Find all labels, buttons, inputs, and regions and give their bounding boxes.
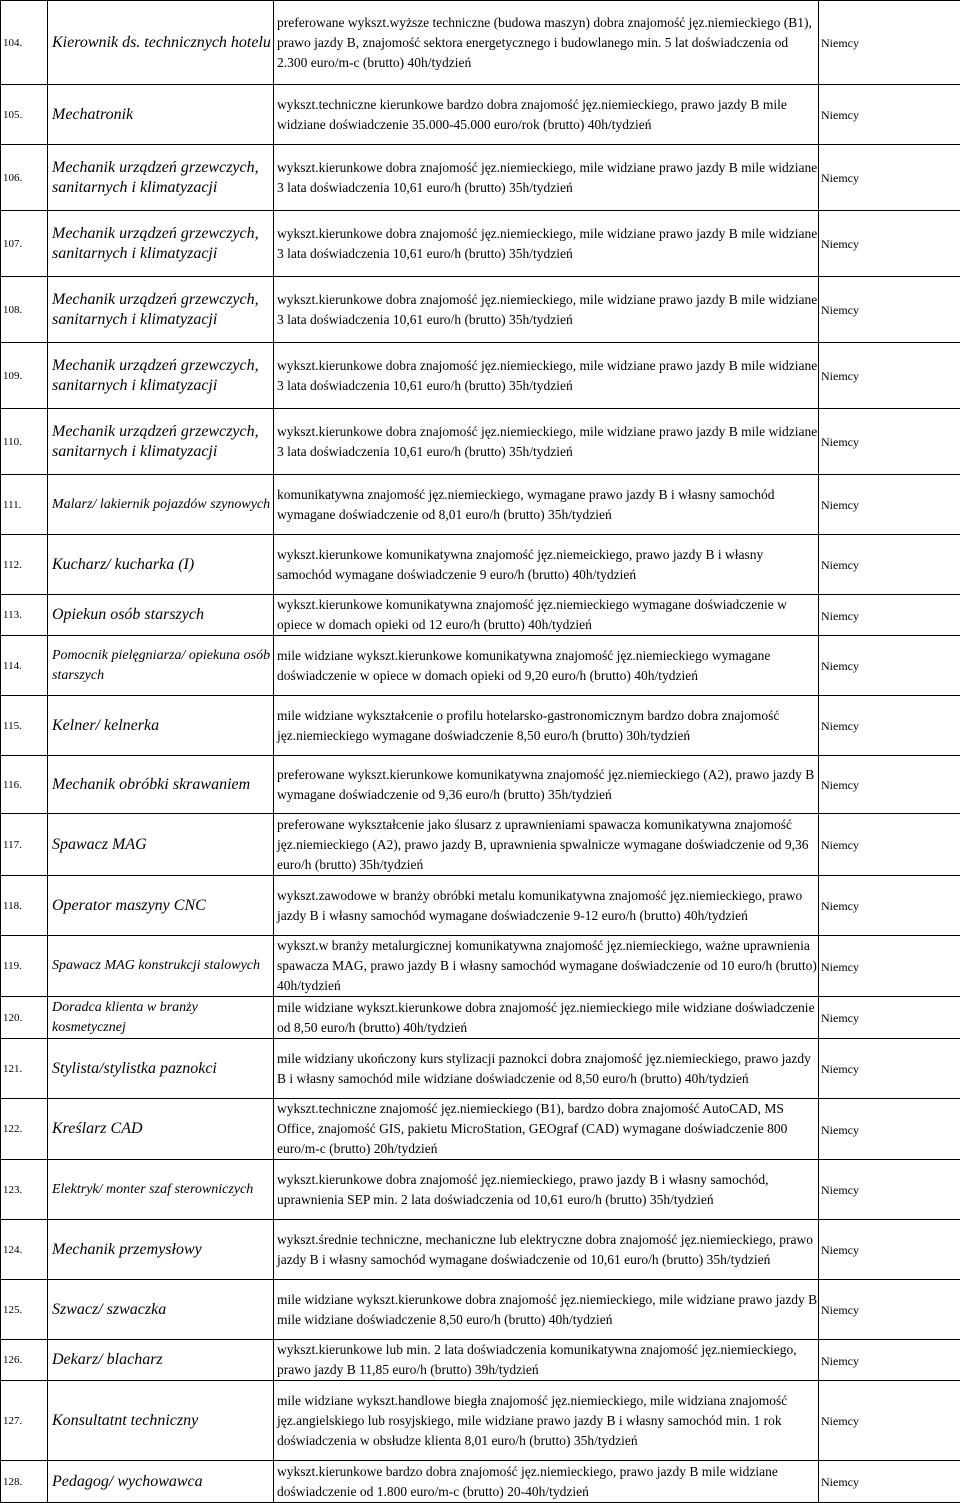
job-title: Pomocnik pielęgniarza/ opiekuna osób starszych [48, 636, 274, 696]
job-country: Niemcy [819, 814, 960, 876]
job-title: Mechatronik [48, 85, 274, 145]
job-title: Mechanik przemysłowy [48, 1220, 274, 1280]
job-requirements: wykszt.techniczne znajomość jęz.niemieckiego (B1), bardzo dobra znajomość AutoCAD, MS Office, znajomość GIS, pakietu MicroStation, GEOgraf (CAD) wymagane doświadczenie 800 euro/m-c (brutto) 20h/tydzień [274, 1099, 819, 1160]
table-row [1, 814, 960, 876]
table-row [1, 145, 960, 211]
row-number: 106. [1, 145, 48, 211]
job-requirements: wykszt.kierunkowe dobra znajomość jęz.niemieckiego, prawo jazdy B i własny samochód, uprawnienia SEP min. 2 lata doświadczenia od 10,61 euro/h (brutto) 35h/tydzień [274, 1160, 819, 1220]
table-row [1, 1099, 960, 1160]
job-title: Spawacz MAG [48, 814, 274, 876]
job-requirements: wykszt.zawodowe w branży obróbki metalu komunikatywna znajomość jęz.niemieckiego, prawo jazdy B i własny samochód wymagane doświadczenie 9-12 euro/h (brutto) 40h/tydzień [274, 876, 819, 936]
job-country: Niemcy [819, 535, 960, 595]
table-row [1, 211, 960, 277]
table-row [1, 343, 960, 409]
job-requirements: wykszt.kierunkowe dobra znajomość jęz.niemieckiego, mile widziane prawo jazdy B mile widziane 3 lata doświadczenia 10,61 euro/h (brutto) 35h/tydzień [274, 211, 819, 277]
table-row [1, 636, 960, 696]
row-number: 112. [1, 535, 48, 595]
job-country: Niemcy [819, 1381, 960, 1461]
table-row [1, 409, 960, 475]
job-title: Kelner/ kelnerka [48, 696, 274, 756]
job-requirements: preferowane wykszt.kierunkowe komunikatywna znajomość jęz.niemieckiego (A2), prawo jazdy B wymagane doświadczenie od 9,36 euro/h (brutto) 35h/tydzień [274, 756, 819, 814]
job-requirements: preferowane wykszt.wyższe techniczne (budowa maszyn) dobra znajomość jęz.niemieckiego (B1), prawo jazdy B, znajomość sektora energetycznego i budowlanego min. 5 lat doświadczenia od 2.300 euro/m-c (brutto) 40h/tydzień [274, 1, 819, 85]
job-country: Niemcy [819, 1099, 960, 1160]
row-number: 118. [1, 876, 48, 936]
table-row [1, 535, 960, 595]
row-number: 104. [1, 1, 48, 85]
row-number: 117. [1, 814, 48, 876]
job-title: Konsultatnt techniczny [48, 1381, 274, 1461]
job-title: Mechanik urządzeń grzewczych, sanitarnych i klimatyzacji [48, 277, 274, 343]
table-row [1, 696, 960, 756]
job-title: Stylista/stylistka paznokci [48, 1039, 274, 1099]
row-number: 105. [1, 85, 48, 145]
table-row [1, 1039, 960, 1099]
job-requirements: wykszt.kierunkowe komunikatywna znajomość jęz.niemeickiego, prawo jazdy B i własny samochód wymagane doświadczenie 9 euro/h (brutto) 40h/tydzień [274, 535, 819, 595]
table-row [1, 997, 960, 1039]
job-title: Kucharz/ kucharka (I) [48, 535, 274, 595]
row-number: 123. [1, 1160, 48, 1220]
table-row [1, 277, 960, 343]
table-row [1, 1220, 960, 1280]
job-requirements: preferowane wykształcenie jako ślusarz z uprawnieniami spawacza komunikatywna znajomość jęz.niemieckiego (A2), prawo jazdy B, uprawnienia spwalnicze wymagane doświadczenie od 9,36 euro/h (brutto) 35h/tydzień [274, 814, 819, 876]
job-requirements: mile widziane wykszt.kierunkowe dobra znajomość jęz.niemieckiego, mile widziane prawo jazdy B mile widziane doświadczenie 8,50 euro/h (brutto) 40h/tydzień [274, 1280, 819, 1340]
job-title: Dekarz/ blacharz [48, 1340, 274, 1381]
job-title: Kierownik ds. technicznych hotelu [48, 1, 274, 85]
table-row [1, 756, 960, 814]
job-requirements: wykszt.w branży metalurgicznej komunikatywna znajomość jęz.niemieckiego, ważne uprawnienia spawacza MAG, prawo jazdy B i własny samochód wymagane doświadczenie od 10 euro/h (brutto) 40h/tydzień [274, 936, 819, 997]
table-row [1, 475, 960, 535]
job-title: Opiekun osób starszych [48, 595, 274, 636]
job-requirements: wykszt.techniczne kierunkowe bardzo dobra znajomość jęz.niemieckiego, prawo jazdy B mile widziane doświadczenie 35.000-45.000 euro/rok (brutto) 40h/tydzień [274, 85, 819, 145]
job-requirements: wykszt.kierunkowe dobra znajomość jęz.niemieckiego, mile widziane prawo jazdy B mile widziane 3 lata doświadczenia 10,61 euro/h (brutto) 35h/tydzień [274, 343, 819, 409]
table-row [1, 595, 960, 636]
job-country: Niemcy [819, 1039, 960, 1099]
job-country: Niemcy [819, 936, 960, 997]
job-requirements: komunikatywna znajomość jęz.niemieckiego, wymagane prawo jazdy B i własny samochód wymagane doświadczenie od 8,01 euro/h (brutto) 35h/tydzień [274, 475, 819, 535]
job-requirements: wykszt.kierunkowe dobra znajomość jęz.niemieckiego, mile widziane prawo jazdy B mile widziane 3 lata doświadczenia 10,61 euro/h (brutto) 35h/tydzień [274, 409, 819, 475]
row-number: 122. [1, 1099, 48, 1160]
job-country: Niemcy [819, 409, 960, 475]
table-row [1, 1381, 960, 1461]
job-country: Niemcy [819, 756, 960, 814]
job-requirements: mile widziane wykszt.kierunkowe dobra znajomość jęz.niemieckiego mile widziane doświadczenie od 8,50 euro/h (brutto) 40h/tydzień [274, 997, 819, 1039]
row-number: 115. [1, 696, 48, 756]
job-country: Niemcy [819, 696, 960, 756]
job-title: Pedagog/ wychowawca [48, 1461, 274, 1503]
job-country: Niemcy [819, 85, 960, 145]
job-country: Niemcy [819, 1220, 960, 1280]
job-country: Niemcy [819, 475, 960, 535]
job-requirements: mile widziane wykszt.handlowe biegła znajomość jęz.niemieckiego, mile widziana znajomość jęz.angielskiego lub rosyjskiego, mile widziane prawo jazdy B i własny samochód min. 1 rok doświadczenia w obsłudze klienta 8,01 euro/h (brutto) 35h/tydzień [274, 1381, 819, 1461]
job-title: Mechanik obróbki skrawaniem [48, 756, 274, 814]
table-row [1, 936, 960, 997]
job-country: Niemcy [819, 145, 960, 211]
row-number: 116. [1, 756, 48, 814]
job-country: Niemcy [819, 343, 960, 409]
row-number: 125. [1, 1280, 48, 1340]
row-number: 120. [1, 997, 48, 1039]
job-requirements: wykszt.kierunkowe dobra znajomość jęz.niemieckiego, mile widziane prawo jazdy B mile widziane 3 lata doświadczenia 10,61 euro/h (brutto) 35h/tydzień [274, 277, 819, 343]
job-requirements: wykszt.kierunkowe komunikatywna znajomość jęz.niemieckiego wymagane doświadczenie w opiece w domach opieki od 12 euro/h (brutto) 40h/tydzień [274, 595, 819, 636]
row-number: 128. [1, 1461, 48, 1503]
row-number: 113. [1, 595, 48, 636]
row-number: 119. [1, 936, 48, 997]
job-country: Niemcy [819, 211, 960, 277]
table-row [1, 876, 960, 936]
job-requirements: wykszt.średnie techniczne, mechaniczne lub elektryczne dobra znajomość jęz.niemieckiego, prawo jazdy B i własny samochód wymagane doświadczenie od 10,61 euro/h (brutto) 35h/tydzień [274, 1220, 819, 1280]
table-row [1, 85, 960, 145]
job-title: Elektryk/ monter szaf sterowniczych [48, 1160, 274, 1220]
row-number: 124. [1, 1220, 48, 1280]
job-title: Doradca klienta w branży kosmetycznej [48, 997, 274, 1039]
row-number: 126. [1, 1340, 48, 1381]
job-title: Mechanik urządzeń grzewczych, sanitarnych i klimatyzacji [48, 145, 274, 211]
table-row [1, 1340, 960, 1381]
job-country: Niemcy [819, 1160, 960, 1220]
table-row [1, 1, 960, 85]
row-number: 127. [1, 1381, 48, 1461]
job-title: Malarz/ lakiernik pojazdów szynowych [48, 475, 274, 535]
job-requirements: mile widziany ukończony kurs stylizacji paznokci dobra znajomość jęz.niemieckiego, prawo jazdy B i własny samochód mile widziane doświadczenie od 8,50 euro/h (brutto) 40h/tydzień [274, 1039, 819, 1099]
row-number: 121. [1, 1039, 48, 1099]
job-requirements: wykszt.kierunkowe dobra znajomość jęz.niemieckiego, mile widziane prawo jazdy B mile widziane 3 lata doświadczenia 10,61 euro/h (brutto) 35h/tydzień [274, 145, 819, 211]
row-number: 111. [1, 475, 48, 535]
table-row [1, 1280, 960, 1340]
job-requirements: wykszt.kierunkowe bardzo dobra znajomość jęz.niemieckiego, prawo jazdy B mile widziane doświadczenie od 1.800 euro/m-c (brutto) 20-40h/tydzień [274, 1461, 819, 1503]
job-country: Niemcy [819, 1340, 960, 1381]
job-title: Kreślarz CAD [48, 1099, 274, 1160]
job-country: Niemcy [819, 997, 960, 1039]
row-number: 110. [1, 409, 48, 475]
job-country: Niemcy [819, 636, 960, 696]
row-number: 107. [1, 211, 48, 277]
job-requirements: mile widziane wykszt.kierunkowe komunikatywna znajomość jęz.niemieckiego wymagane doświadczenie w opiece w domach opieki od 9,20 euro/h (brutto) 40h/tydzień [274, 636, 819, 696]
job-requirements: mile widziane wykształcenie o profilu hotelarsko-gastronomicznym bardzo dobra znajomość jęz.niemieckiego wymagane doświadczenie 8,50 euro/h (brutto) 30h/tydzień [274, 696, 819, 756]
job-title: Mechanik urządzeń grzewczych, sanitarnych i klimatyzacji [48, 343, 274, 409]
job-country: Niemcy [819, 876, 960, 936]
job-title: Mechanik urządzeń grzewczych, sanitarnych i klimatyzacji [48, 409, 274, 475]
job-offers-body [1, 1, 960, 1503]
job-country: Niemcy [819, 1461, 960, 1503]
job-title: Mechanik urządzeń grzewczych, sanitarnych i klimatyzacji [48, 211, 274, 277]
job-country: Niemcy [819, 277, 960, 343]
job-title: Spawacz MAG konstrukcji stalowych [48, 936, 274, 997]
table-row [1, 1461, 960, 1503]
job-country: Niemcy [819, 595, 960, 636]
job-title: Operator maszyny CNC [48, 876, 274, 936]
row-number: 108. [1, 277, 48, 343]
job-requirements: wykszt.kierunkowe lub min. 2 lata doświadczenia komunikatywna znajomość jęz.niemieckiego, prawo jazdy B 11,85 euro/h (brutto) 39h/tydzień [274, 1340, 819, 1381]
row-number: 114. [1, 636, 48, 696]
job-country: Niemcy [819, 1280, 960, 1340]
job-title: Szwacz/ szwaczka [48, 1280, 274, 1340]
row-number: 109. [1, 343, 48, 409]
job-country: Niemcy [819, 1, 960, 85]
table-row [1, 1160, 960, 1220]
